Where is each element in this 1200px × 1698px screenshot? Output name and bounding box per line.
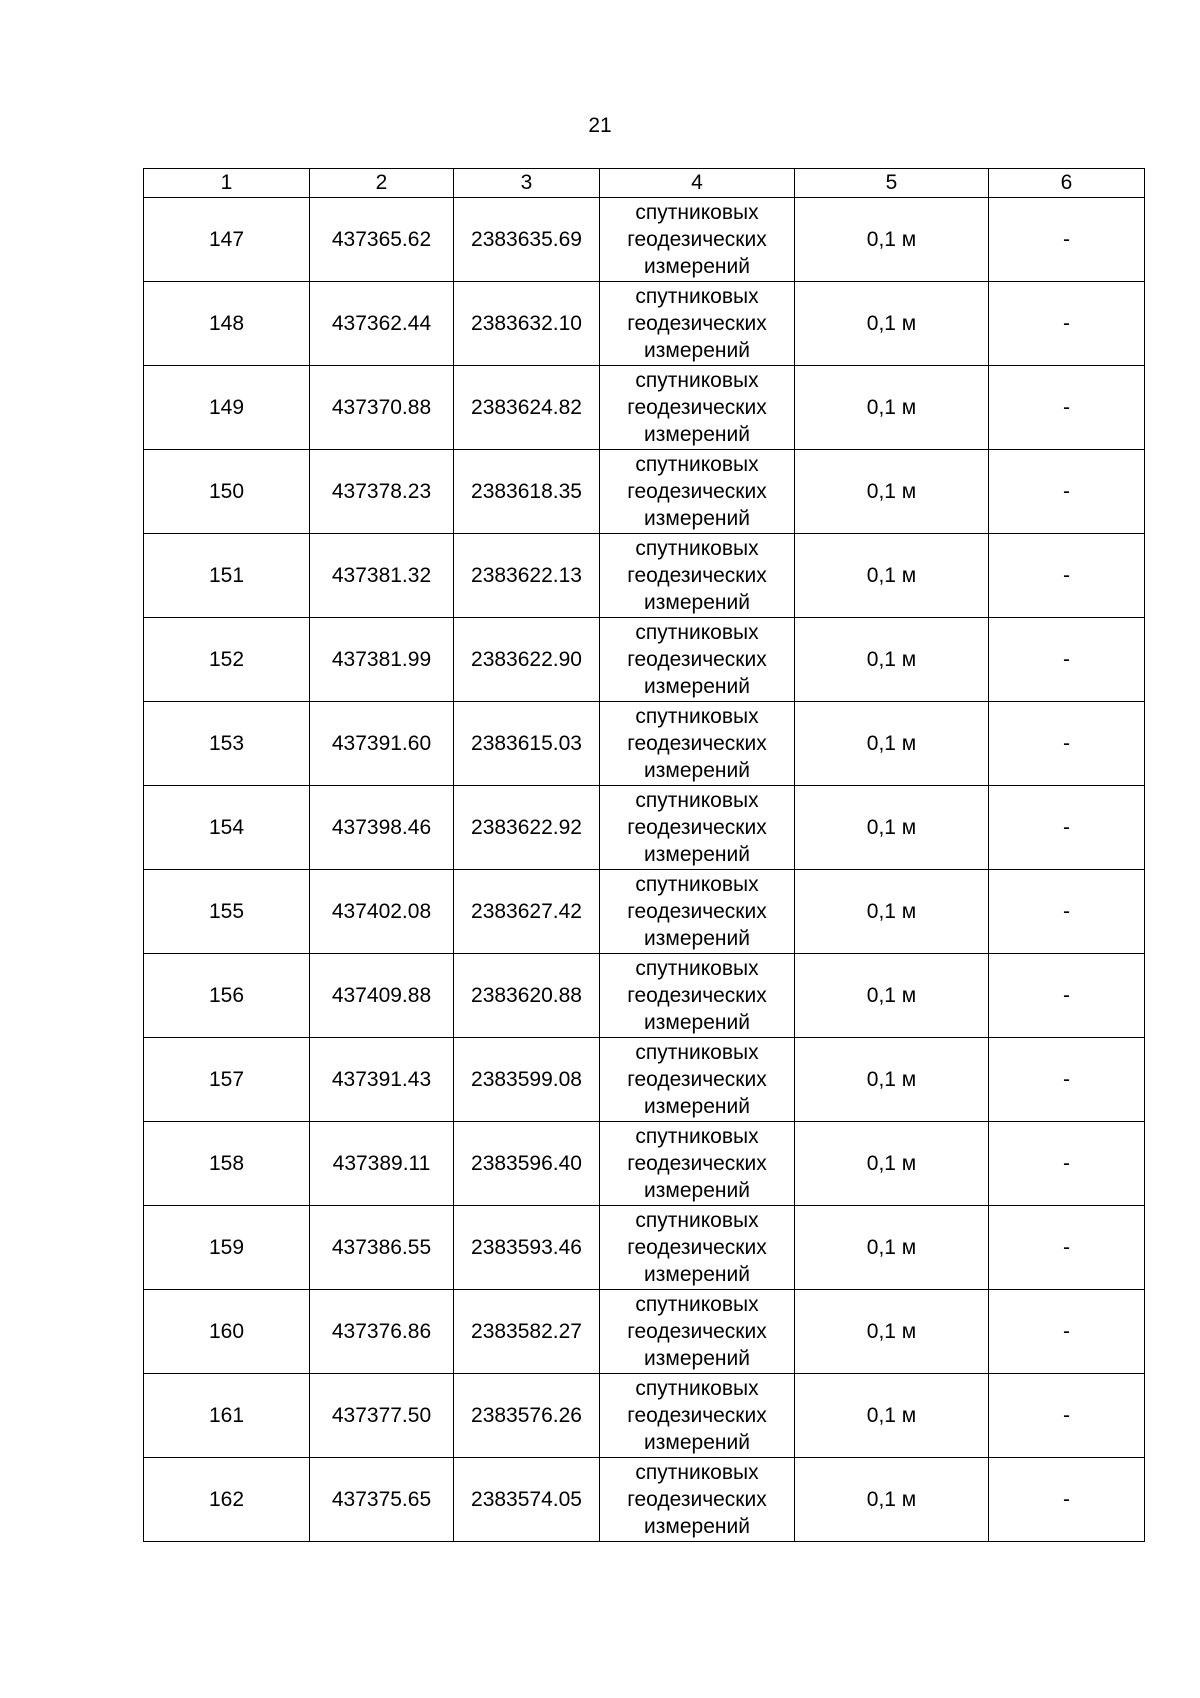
column-header: 2: [310, 169, 454, 198]
table-row: [144, 1374, 1145, 1458]
method-line: измерений: [644, 339, 750, 362]
y-coordinate-cell: 2383627.42: [454, 870, 600, 954]
column-header: 6: [989, 169, 1145, 198]
accuracy-cell: 0,1 м: [795, 1374, 989, 1458]
y-coordinate-cell: 2383622.90: [454, 618, 600, 702]
method-line: спутниковых: [635, 1293, 759, 1316]
y-coordinate-cell: 2383596.40: [454, 1122, 600, 1206]
table-row: [144, 1290, 1145, 1374]
point-number-cell: 147: [144, 198, 310, 282]
note-cell: -: [989, 954, 1145, 1038]
y-coordinate-cell: 2383576.26: [454, 1374, 600, 1458]
method-line: измерений: [644, 1263, 750, 1286]
x-coordinate-cell: 437378.23: [310, 450, 454, 534]
method-cell: [600, 1290, 795, 1374]
method-cell: [600, 786, 795, 870]
table-header-row: [144, 169, 1145, 198]
y-coordinate-cell: 2383618.35: [454, 450, 600, 534]
accuracy-cell: 0,1 м: [795, 1122, 989, 1206]
method-line: геодезических: [627, 1320, 767, 1343]
method-line: геодезических: [627, 228, 767, 251]
note-cell: -: [989, 366, 1145, 450]
point-number-cell: 150: [144, 450, 310, 534]
method-line: спутниковых: [635, 1125, 759, 1148]
y-coordinate-cell: 2383632.10: [454, 282, 600, 366]
y-coordinate-cell: 2383615.03: [454, 702, 600, 786]
method-cell: [600, 1206, 795, 1290]
table-row: [144, 1206, 1145, 1290]
method-line: измерений: [644, 255, 750, 278]
method-line: спутниковых: [635, 873, 759, 896]
x-coordinate-cell: 437376.86: [310, 1290, 454, 1374]
method-line: геодезических: [627, 732, 767, 755]
method-line: геодезических: [627, 1068, 767, 1091]
point-number-cell: 161: [144, 1374, 310, 1458]
method-line: геодезических: [627, 312, 767, 335]
note-cell: -: [989, 618, 1145, 702]
method-cell: [600, 618, 795, 702]
table-row: [144, 1122, 1145, 1206]
column-header: 3: [454, 169, 600, 198]
method-line: измерений: [644, 759, 750, 782]
point-number-cell: 153: [144, 702, 310, 786]
x-coordinate-cell: 437375.65: [310, 1458, 454, 1542]
x-coordinate-cell: 437391.43: [310, 1038, 454, 1122]
method-line: спутниковых: [635, 1209, 759, 1232]
note-cell: -: [989, 1374, 1145, 1458]
method-line: геодезических: [627, 564, 767, 587]
table-row: [144, 618, 1145, 702]
method-line: геодезических: [627, 984, 767, 1007]
x-coordinate-cell: 437409.88: [310, 954, 454, 1038]
y-coordinate-cell: 2383599.08: [454, 1038, 600, 1122]
method-line: геодезических: [627, 396, 767, 419]
method-line: измерений: [644, 843, 750, 866]
method-line: измерений: [644, 423, 750, 446]
accuracy-cell: 0,1 м: [795, 1458, 989, 1542]
method-cell: [600, 450, 795, 534]
method-cell: [600, 1038, 795, 1122]
accuracy-cell: 0,1 м: [795, 198, 989, 282]
note-cell: -: [989, 1038, 1145, 1122]
x-coordinate-cell: 437377.50: [310, 1374, 454, 1458]
method-cell: [600, 1458, 795, 1542]
y-coordinate-cell: 2383635.69: [454, 198, 600, 282]
accuracy-cell: 0,1 м: [795, 702, 989, 786]
x-coordinate-cell: 437370.88: [310, 366, 454, 450]
note-cell: -: [989, 534, 1145, 618]
method-line: геодезических: [627, 1404, 767, 1427]
x-coordinate-cell: 437391.60: [310, 702, 454, 786]
accuracy-cell: 0,1 м: [795, 954, 989, 1038]
x-coordinate-cell: 437402.08: [310, 870, 454, 954]
table-row: [144, 1458, 1145, 1542]
y-coordinate-cell: 2383624.82: [454, 366, 600, 450]
method-line: геодезических: [627, 1152, 767, 1175]
note-cell: -: [989, 870, 1145, 954]
point-number-cell: 160: [144, 1290, 310, 1374]
point-number-cell: 158: [144, 1122, 310, 1206]
method-line: геодезических: [627, 816, 767, 839]
note-cell: -: [989, 1122, 1145, 1206]
y-coordinate-cell: 2383622.92: [454, 786, 600, 870]
page-number: 21: [588, 114, 612, 137]
method-line: спутниковых: [635, 1461, 759, 1484]
method-cell: [600, 1374, 795, 1458]
method-line: измерений: [644, 1347, 750, 1370]
accuracy-cell: 0,1 м: [795, 450, 989, 534]
method-line: спутниковых: [635, 789, 759, 812]
point-number-cell: 156: [144, 954, 310, 1038]
x-coordinate-cell: 437362.44: [310, 282, 454, 366]
note-cell: -: [989, 198, 1145, 282]
table-row: [144, 198, 1145, 282]
table-row: [144, 870, 1145, 954]
point-number-cell: 151: [144, 534, 310, 618]
accuracy-cell: 0,1 м: [795, 366, 989, 450]
method-cell: [600, 534, 795, 618]
note-cell: -: [989, 1290, 1145, 1374]
method-cell: [600, 198, 795, 282]
method-line: измерений: [644, 927, 750, 950]
note-cell: -: [989, 786, 1145, 870]
accuracy-cell: 0,1 м: [795, 282, 989, 366]
x-coordinate-cell: 437398.46: [310, 786, 454, 870]
table-row: [144, 366, 1145, 450]
note-cell: -: [989, 1206, 1145, 1290]
method-line: спутниковых: [635, 705, 759, 728]
method-line: геодезических: [627, 648, 767, 671]
column-header: 5: [795, 169, 989, 198]
method-cell: [600, 870, 795, 954]
accuracy-cell: 0,1 м: [795, 786, 989, 870]
x-coordinate-cell: 437381.32: [310, 534, 454, 618]
table-row: [144, 954, 1145, 1038]
point-number-cell: 152: [144, 618, 310, 702]
accuracy-cell: 0,1 м: [795, 618, 989, 702]
method-line: спутниковых: [635, 453, 759, 476]
method-line: спутниковых: [635, 537, 759, 560]
y-coordinate-cell: 2383574.05: [454, 1458, 600, 1542]
method-cell: [600, 954, 795, 1038]
table-row: [144, 1038, 1145, 1122]
point-number-cell: 155: [144, 870, 310, 954]
method-line: измерений: [644, 1179, 750, 1202]
table-row: [144, 450, 1145, 534]
x-coordinate-cell: 437386.55: [310, 1206, 454, 1290]
method-cell: [600, 366, 795, 450]
column-header: 1: [144, 169, 310, 198]
method-line: измерений: [644, 1095, 750, 1118]
method-line: измерений: [644, 1011, 750, 1034]
method-cell: [600, 702, 795, 786]
point-number-cell: 154: [144, 786, 310, 870]
y-coordinate-cell: 2383582.27: [454, 1290, 600, 1374]
point-number-cell: 159: [144, 1206, 310, 1290]
method-line: спутниковых: [635, 1377, 759, 1400]
coordinates-table: [143, 168, 1145, 1542]
point-number-cell: 162: [144, 1458, 310, 1542]
point-number-cell: 149: [144, 366, 310, 450]
method-line: геодезических: [627, 480, 767, 503]
method-line: спутниковых: [635, 201, 759, 224]
table-row: [144, 534, 1145, 618]
method-line: измерений: [644, 591, 750, 614]
method-line: измерений: [644, 1431, 750, 1454]
method-line: спутниковых: [635, 1041, 759, 1064]
y-coordinate-cell: 2383620.88: [454, 954, 600, 1038]
note-cell: -: [989, 1458, 1145, 1542]
method-line: геодезических: [627, 1236, 767, 1259]
accuracy-cell: 0,1 м: [795, 1038, 989, 1122]
table-row: [144, 786, 1145, 870]
accuracy-cell: 0,1 м: [795, 534, 989, 618]
table-row: [144, 702, 1145, 786]
method-line: измерений: [644, 1515, 750, 1538]
method-line: геодезических: [627, 900, 767, 923]
y-coordinate-cell: 2383593.46: [454, 1206, 600, 1290]
x-coordinate-cell: 437389.11: [310, 1122, 454, 1206]
note-cell: -: [989, 282, 1145, 366]
note-cell: -: [989, 450, 1145, 534]
x-coordinate-cell: 437381.99: [310, 618, 454, 702]
note-cell: -: [989, 702, 1145, 786]
column-header: 4: [600, 169, 795, 198]
point-number-cell: 148: [144, 282, 310, 366]
method-line: измерений: [644, 507, 750, 530]
method-line: измерений: [644, 675, 750, 698]
accuracy-cell: 0,1 м: [795, 870, 989, 954]
method-line: спутниковых: [635, 285, 759, 308]
method-cell: [600, 1122, 795, 1206]
accuracy-cell: 0,1 м: [795, 1206, 989, 1290]
method-line: геодезических: [627, 1488, 767, 1511]
table-body: [144, 198, 1145, 1542]
x-coordinate-cell: 437365.62: [310, 198, 454, 282]
method-line: спутниковых: [635, 369, 759, 392]
method-line: спутниковых: [635, 621, 759, 644]
accuracy-cell: 0,1 м: [795, 1290, 989, 1374]
point-number-cell: 157: [144, 1038, 310, 1122]
table-row: [144, 282, 1145, 366]
method-line: спутниковых: [635, 957, 759, 980]
y-coordinate-cell: 2383622.13: [454, 534, 600, 618]
method-cell: [600, 282, 795, 366]
